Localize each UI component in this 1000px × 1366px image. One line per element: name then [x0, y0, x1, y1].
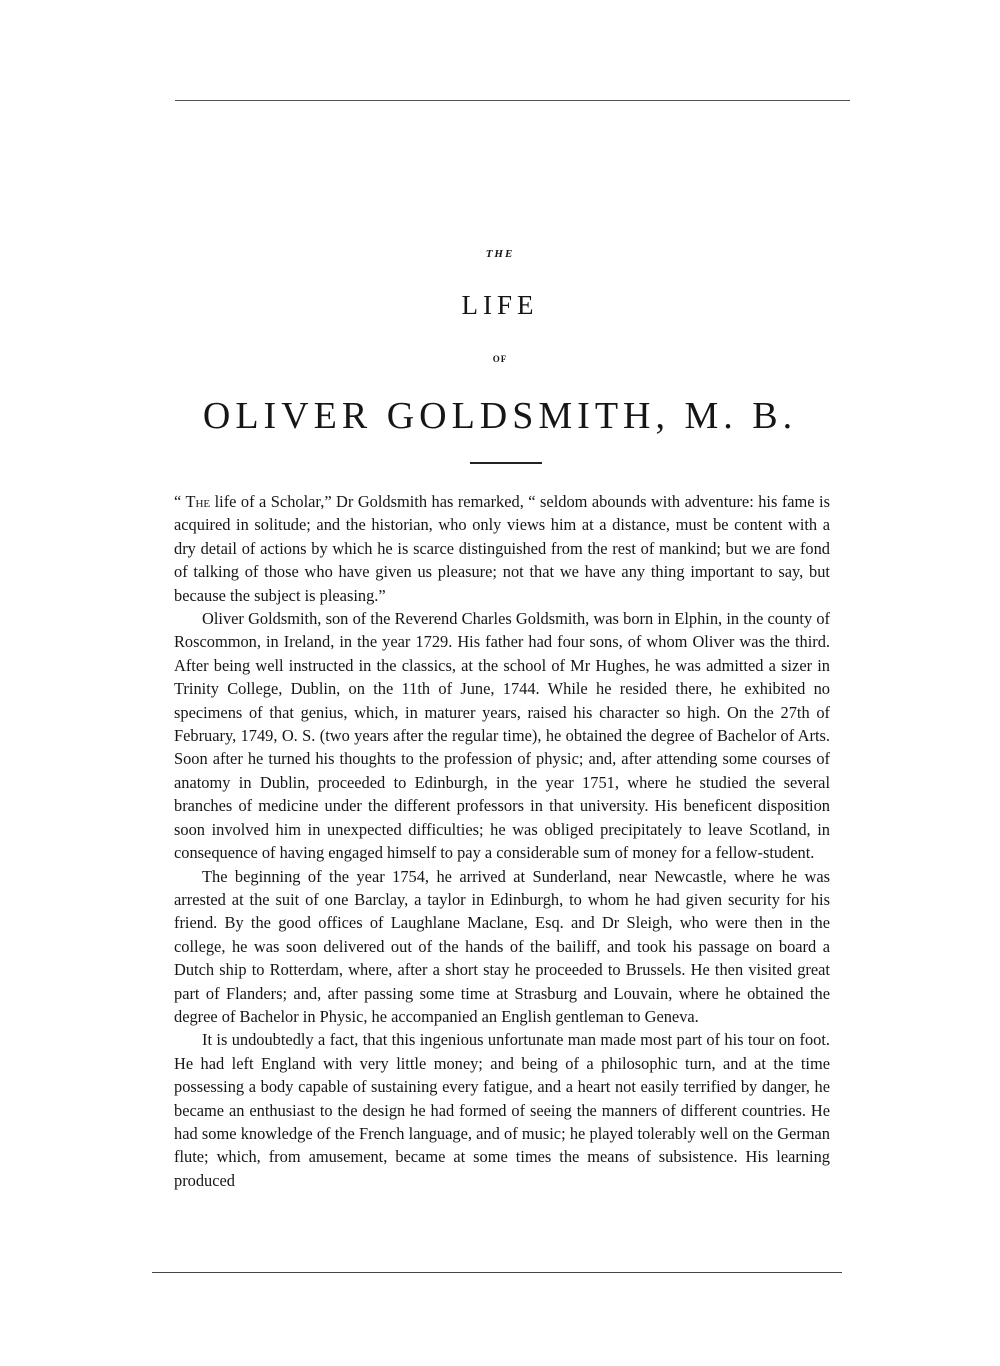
title-of: OF — [492, 354, 508, 364]
paragraph-birth: Oliver Goldsmith, son of the Reverend Charles Goldsmith, was born in Elphin, in the county of Roscommon, in Ireland, in the year 1729. His father had four sons, of whom Oliver was the third. After being well instructed in the classics, at the school of Mr Hughes, he was admitted a sizer in Trinity College, Dublin, on the 11th of June, 1744. While he resided there, he exhibited no specimens of that genius, which, in maturer years, raised his character so high. On the 27th of February, 1749, O. S. (two years after the regular time), he obtained the degree of Bachelor of Arts. Soon after he turned his thoughts to the profession of physic; and, after attending some courses of anatomy in Dublin, proceeded to Edinburgh, in the year 1751, where he studied the several branches of medicine under the different professors in that university. His beneficent disposition soon involved him in unexpected difficulties; he was obliged precipitately to leave Scotland, in consequence of having engaged himself to pay a considerable sum of money for a fellow-student. — [174, 609, 830, 863]
paragraph-arrest: The beginning of the year 1754, he arrived at Sunderland, near Newcastle, where he was arrested at the suit of one Barclay, a taylor in Edinburgh, to whom he had given security for his friend. By the good offices of Laughlane Maclane, Esq. and Dr Sleigh, who were then in the college, he was soon delivered out of the hands of the bailiff, and took his passage on board a Dutch ship to Rotterdam, where, after a short stay he proceeded to Brussels. He then visited great part of Flanders; and, after passing some time at Strasburg and Louvain, where he obtained the degree of Bachelor in Physic, he accompanied an English gentleman to Geneva. — [174, 866, 830, 1026]
paragraph-lead: “ The — [174, 492, 211, 511]
title-divider — [470, 462, 542, 464]
title-life: LIFE — [461, 290, 539, 320]
title-name: OLIVER GOLDSMITH, M. B. — [202, 395, 798, 437]
paragraph-text: life of a Scholar,” Dr Goldsmith has remarked, “ seldom abounds with adventure: his fame is acquired in solitude; and the historian, who only views him at a distance, must be content with a dry detail of actions by which he is scarce distinguished from the rest of mankind; but we are fond of talking of those who have given us pleasure; not that we have any thing important to say, but because the subject is pleasing.” — [174, 492, 830, 605]
paragraph-quote — [174, 490, 830, 607]
bottom-rule — [152, 1272, 842, 1273]
top-rule — [175, 100, 850, 101]
title-the: THE — [485, 248, 515, 260]
paragraph-tour: It is undoubtedly a fact, that this ingenious unfortunate man made most part of his tour on foot. He had left England with very little money; and being of a philosophic turn, and at the time possessing a body capable of sustaining every fatigue, and a heart not easily terrified by danger, he became an enthusiast to the design he had formed of seeing the manners of different countries. He had some knowledge of the French language, and of music; he played tolerably well on the German flute; which, from amusement, became at some times the means of subsistence. His learning produced — [174, 1030, 830, 1190]
body-text — [174, 490, 830, 1192]
